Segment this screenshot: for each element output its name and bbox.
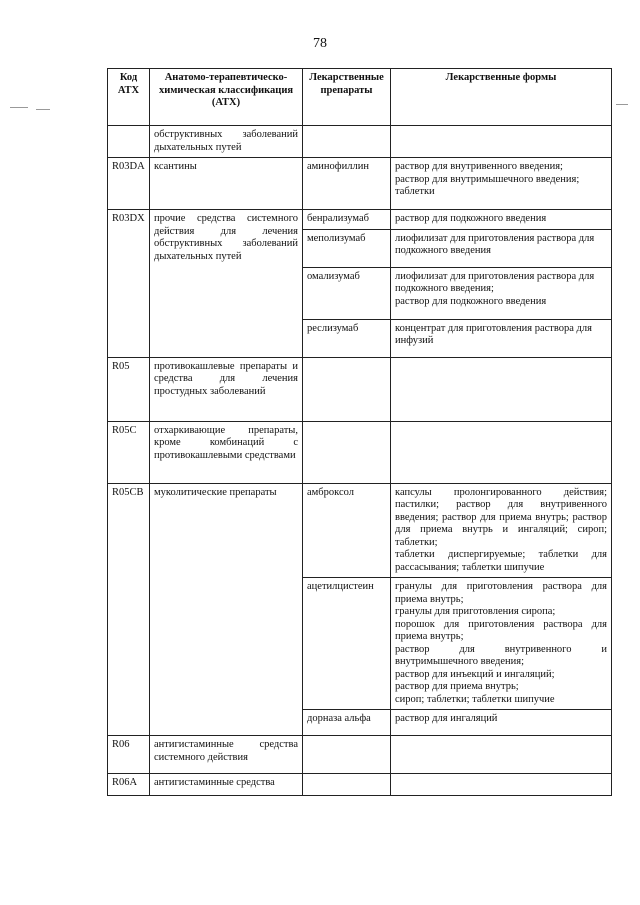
cell-code: R05 xyxy=(108,357,150,421)
cell-forms: раствор для ингаляций xyxy=(391,710,612,736)
table-row xyxy=(108,357,612,421)
cell-drug: бенрализумаб xyxy=(303,210,391,230)
scan-artifact xyxy=(36,109,50,110)
cell-forms: концентрат для приготовления раствора для инфузий xyxy=(391,319,612,357)
cell-class: прочие средства системного действия для лечения обструктивных заболеваний дыхательных путей xyxy=(150,210,303,358)
table-row xyxy=(108,736,612,774)
cell-forms: лиофилизат для приготовления раствора для подкожного введения; раствор для подкожного введения xyxy=(391,267,612,319)
cell-forms xyxy=(391,421,612,483)
cell-code: R03DX xyxy=(108,210,150,358)
cell-code: R05C xyxy=(108,421,150,483)
cell-drug: меполизумаб xyxy=(303,229,391,267)
cell-class: муколитические препараты xyxy=(150,483,303,736)
cell-drug: ацетилцистеин xyxy=(303,578,391,710)
cell-forms xyxy=(391,774,612,796)
table-row xyxy=(108,158,612,210)
cell-drug: дорназа альфа xyxy=(303,710,391,736)
table-row xyxy=(108,126,612,158)
cell-forms xyxy=(391,126,612,158)
cell-forms xyxy=(391,736,612,774)
cell-forms: лиофилизат для приготовления раствора для подкожного введения xyxy=(391,229,612,267)
cell-forms: гранулы для приготовления раствора для приема внутрь; гранулы для приготовления сиропа; порошок для приготовления раствора для приема внутрь; раствор для внутривенного и внутримышечного введения; раствор для инъекций и ингаляций; раствор для приема внутрь; сироп; таблетки; таблетки шипучие xyxy=(391,578,612,710)
table-header-row xyxy=(108,69,612,126)
cell-code: R06A xyxy=(108,774,150,796)
header-drugs: Лекарственные препараты xyxy=(303,69,391,126)
cell-forms xyxy=(391,357,612,421)
cell-drug xyxy=(303,774,391,796)
cell-code: R06 xyxy=(108,736,150,774)
cell-forms: капсулы пролонгированного действия; пастилки; раствор для внутривенного введения; раствор для приема внутрь; раствор для приема внутрь и ингаляций; сироп; таблетки; таблетки диспергируемые; таблетки для рассасывания; таблетки шипучие xyxy=(391,483,612,578)
table-row xyxy=(108,774,612,796)
cell-code: R03DA xyxy=(108,158,150,210)
header-atc-class: Анатомо-терапевтическо-химическая классификация (АТХ) xyxy=(150,69,303,126)
cell-drug xyxy=(303,421,391,483)
cell-drug xyxy=(303,357,391,421)
table-row xyxy=(108,421,612,483)
table-row xyxy=(108,210,612,230)
cell-drug: аминофиллин xyxy=(303,158,391,210)
cell-code xyxy=(108,126,150,158)
cell-drug xyxy=(303,126,391,158)
header-code: Код АТХ xyxy=(108,69,150,126)
cell-class: противокашлевые препараты и средства для лечения простудных заболеваний xyxy=(150,357,303,421)
cell-class: антигистаминные средства системного действия xyxy=(150,736,303,774)
atc-drug-table xyxy=(107,68,612,796)
cell-drug: реслизумаб xyxy=(303,319,391,357)
page-number: 78 xyxy=(313,36,327,51)
cell-drug: амброксол xyxy=(303,483,391,578)
cell-forms: раствор для подкожного введения xyxy=(391,210,612,230)
cell-class: отхаркивающие препараты, кроме комбинаций с противокашлевыми средствами xyxy=(150,421,303,483)
cell-class: антигистаминные средства xyxy=(150,774,303,796)
cell-code: R05CB xyxy=(108,483,150,736)
header-forms: Лекарственные формы xyxy=(391,69,612,126)
cell-forms: раствор для внутривенного введения; раствор для внутримышечного введения; таблетки xyxy=(391,158,612,210)
cell-class: ксантины xyxy=(150,158,303,210)
cell-class: обструктивных заболеваний дыхательных путей xyxy=(150,126,303,158)
scan-artifact xyxy=(616,104,628,105)
scan-artifact xyxy=(10,107,28,108)
cell-drug: омализумаб xyxy=(303,267,391,319)
table-row xyxy=(108,483,612,578)
cell-drug xyxy=(303,736,391,774)
